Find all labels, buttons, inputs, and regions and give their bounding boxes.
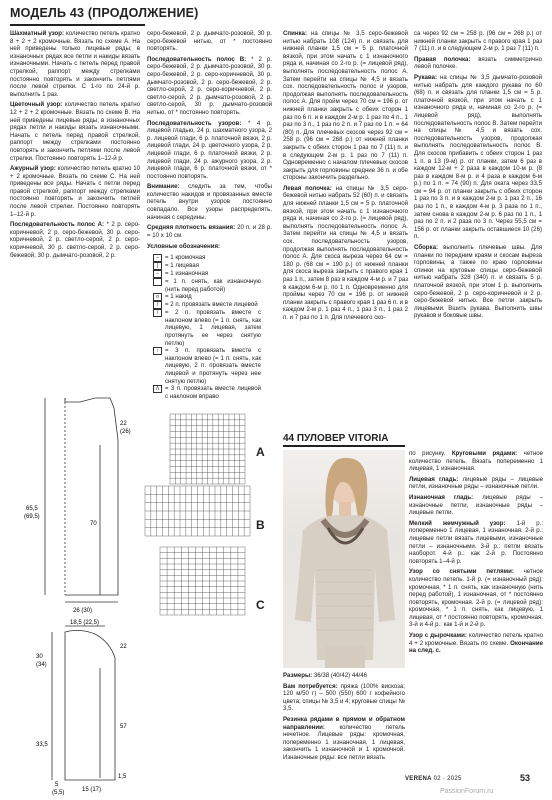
- seed-stitch-title: Мелкий жемчужный узор:: [409, 519, 506, 527]
- sleeves-text: на спицы № 3,5 дымчато-розовой нитью набрать для каждого рукава по 60 (68) п. и связать для планки 1,5 см = 5 р. платочной вязкой, при этом начать с 1 изнаночного ряда и, начиная со 2-го р. (= лицевой ряд), выполнять последовательность полос В. Затем перейти на спицы № 4,5 и вязать сох. последовательность узоров, продолжая выполнять последовательность полос В. Для скосов прибавить с обеих сторон 1 раз 1 п. в 13 (9-м) р. от планки, затем 6 раз в каждом 12-м + 2 раза в каждом 10-м р. (8 раз в каждом 8-м р. и 4 раза в каждом 6-м р.) по 1 п. = 74 (90) п. Для оката через 33,5 см = 94 р. от планки закрыть с обеих сторон 1 раз по 3 п. и в каждом 2-м р. 1 раз 2 п., 16 раз по 1 п., в каждом 4-м р. 3 раза по 1 п., затем снова в каждом 2-м р. 6 раз по 1 п., 1 раз по 2 п. и 2 раза по 3 п. Через 55,5 см = 156 р. от планки закрыть оставшиеся 10 (26) п.: [414, 73, 542, 241]
- rib-cont: по рисунку.: [409, 450, 446, 457]
- legend-item: Λ = 3 п. провязать вместе лицевой с наклоном вправо: [153, 385, 261, 400]
- reverse-stockinette-title: Изнаночная гладь:: [409, 493, 474, 501]
- symbol-yarn-over: o: [153, 293, 162, 301]
- legend-item: \ = 2 п. провязать вместе с наклоном влево (= 1 п. снять, как лицевую, 1 лицевая, затем протянуть ее через снятую петлю): [153, 309, 261, 347]
- back-text: на спицы № 3,5 серо-бежевой нитью набрать 108 (124) п. и связать для нижней планки 1,5 см = 5 р. платочной вязкой, при этом начать с 1 изнаночного ряда и, начиная со 2-го р. (= лицевой ряд), выполнять последовательность полос А. Затем перейти на спицы № 4,5 и вязать сох. последовательность полос и узоров, продолжая выполнять последовательность полос А. Для пройм через 70 см = 196 р. от нижней планки закрыть с обеих сторон 1 раз по 6 п. и в каждом 2-м р. 1 раз по 4 п., 1 раз по 3 п., 1 раз по 2 п. и 7 раз по 1 п. = 64 (80) п. Для плечевых скосов через 92 см = 258 р. (96 см = 268 р.) от нижней планки закрыть с обеих сторон 1 раз по 7 (11) п. и в следующем 2-м р. 1 раз по 7 (11) п. Одновременно с началом плечевых скосов закрыть для горловины средние 36 п. и обе стороны закончить раздельно.: [283, 30, 408, 182]
- pattern-lace-title: Ажурный узор:: [10, 165, 56, 173]
- back-outline: [65, 398, 118, 595]
- symbol-k3tog: Λ: [153, 385, 162, 393]
- dim-label: 22: [120, 421, 127, 427]
- model-photo: [283, 450, 405, 668]
- column-4: [414, 30, 542, 323]
- materials-text: пряжа (100% вискоза; 120 м/50 г) – 500 (550) 600 г кофейного цвета; спицы № 3,5 и 4; круговые спицы № 3,5.: [283, 682, 405, 713]
- right-front-text: вязать симметрично левой полочке.: [414, 55, 542, 71]
- symbol-edge: –: [153, 254, 162, 262]
- symbol-sk2p: ↑: [153, 347, 162, 355]
- symbol-ssk: \: [153, 309, 162, 317]
- legend-item: = 1 п. снять, как изнаночную (нить перед работой): [153, 278, 261, 293]
- stripes-a-title: Последовательность полос А:: [10, 221, 105, 229]
- column-3: [283, 30, 408, 325]
- right-front-title: Правая полочка:: [414, 55, 471, 63]
- eyelet-text: количество петель кратно 4 + 2 кромочные. Вязать по схеме.: [409, 632, 543, 647]
- svg-text:22: 22: [120, 644, 127, 650]
- legend-item: / = 2 п. провязать вместе лицевой: [153, 301, 261, 309]
- svg-text:(5,5): (5,5): [52, 790, 65, 796]
- pattern-chess-title: Шахматный узор:: [10, 30, 65, 37]
- legend-item: ↑ = 3 п. провязать вместе с наклоном влево (= 1 п. снять, как лицевую, 2 п. провязать вместе лицевой и протянуть через нее снятую петлю): [153, 347, 261, 385]
- page-number: 53: [520, 773, 531, 783]
- legend-item: | = 1 лицевая: [153, 262, 261, 270]
- legend-item: – = 1 изнаночная: [153, 270, 261, 278]
- svg-text:1,5: 1,5: [118, 774, 127, 780]
- slip-stitch-title: Узор со снятыми петлями:: [409, 568, 514, 576]
- symbol-slip: [153, 278, 162, 286]
- model-44-underline: [283, 445, 405, 447]
- column-1: [10, 30, 140, 262]
- sizes-text: 36/38 (40/42) 44/46: [312, 672, 368, 679]
- symbol-knit: |: [153, 262, 162, 270]
- sleeve-outline: [65, 630, 115, 780]
- pattern-sequence-title: Последовательность узоров:: [147, 119, 242, 127]
- svg-text:30: 30: [36, 654, 43, 660]
- attention-title: Внимание:: [147, 183, 180, 191]
- back-schematic: [10, 390, 135, 615]
- stripes-a-text: * 2 р. серо-коричневой, 2 р. серо-бежевой, 30 р. серо-коричневой, 2 р. светло-серой, 2 р. серо-коричневой, 30 р. светло-серой, 2 р. серо-бежевой, 30 р. дымчато-розовой, 2 р.: [10, 221, 141, 259]
- chart-c-label: C: [256, 598, 265, 612]
- rib-text: количество петель нечетное. Лицевые ряды: кромочная, попеременно 1 изнаночная, 1 лицевая, закончить 1 изнаночной и 1 кромочной. Изнаночные ряды: все петли вязать: [283, 723, 405, 761]
- left-front-cont: са через 92 см = 258 р. (96 см = 268 р.) от нижней планки закрыть с правого края 1 раз 7 (11) п. и в следующем 2-м р. 1 раз 7 (11) п.: [414, 30, 542, 53]
- sleeves-title: Рукава:: [414, 73, 437, 81]
- dim-label: 65,5: [26, 506, 38, 512]
- symbol-k2tog: /: [153, 301, 162, 309]
- legend-item: – = 1 кромочная: [153, 254, 261, 262]
- assembly-text: выполнить плечевые швы. Для планки по передним краям и скосам выреза горловины, а также по краю горловины спинки на круговые спицы серо-бежевой нитью набрать 328 (340) п. и связать 5 р. платочной вязкой, при этом 1 р. выполнить серо-бежевой, 2 р. серо-коричневой и 2 р. серо-бежевой нитью. Все петли закрыть лицевыми. Вшить рукава. Выполнить швы рукавов и боковые швы.: [414, 244, 542, 320]
- gauge-text: 20 п. и 28 р. = 10 х 10 см.: [147, 224, 272, 239]
- attention-text: следить за тем, чтобы количество накидов и провязанных вместе петель внутри узоров постоянно совпадало. Все узоры распределять, начиная с середины.: [147, 183, 272, 221]
- pattern-sequence-text: * 4 р. лицевой гладью, 24 р. шахматного узора, 2 р. лицевой глади, 6 р. платочной вязки, 2 р. лицевой глади, 24 р. цветочного узора, 2 р. лицевой глади, 6 р. платочной вязки, 2 р. лицевой глади, 24 р. ажурного узора, 2 р. лицевой глади, 6 р. платочной вязки, от * постоянно повторять.: [147, 119, 272, 180]
- legend-item: o = 1 накид: [153, 293, 261, 301]
- pattern-lace-text: количество петель кратно 10 + 2 кромочные. Вязать по схеме С. На ней приведены все ряды. Начать с петли перед правой стрелкой, раппорт между стрелками постоянно повторять и закончить петлей после левой стрелки. Постоянно повторять 1–12-й р.: [10, 165, 140, 218]
- back-title: Спинка:: [283, 30, 307, 37]
- pattern-flower-title: Цветочный узор:: [10, 101, 63, 109]
- dim-label: 70: [90, 521, 97, 527]
- gauge-title: Средняя плотность вязания:: [147, 224, 236, 232]
- svg-text:57: 57: [120, 724, 127, 730]
- model-44-text: [283, 672, 405, 765]
- chart-b-label: B: [256, 518, 265, 532]
- svg-text:15 (17): 15 (17): [82, 787, 102, 793]
- eyelet-title: Узор с дырочками:: [409, 632, 467, 640]
- chart-a-label: A: [256, 445, 265, 459]
- pattern-flower-text: количество петель кратно 12 + 2 + 2 кромочные. Вязать по схеме В. На ней приведены лицевые ряды; в изнаночных рядах петли и накиды вязать изнаночными. Начать с петель перед правой стрелкой, раппорт между стрелками постоянно повторять и закончить петлями после левой стрелки. Постоянно повторять 1–12-й р.: [10, 101, 140, 162]
- legend-title: Условные обозначения:: [147, 243, 221, 251]
- stockinette-title: Лицевая гладь:: [409, 475, 459, 483]
- sleeve-schematic: [10, 618, 135, 796]
- left-front-text: на спицы № 3,5 серо-бежевой нитью набрать 52 (60) п. и связать для нижней планки 1,5 см = 5 р. платочной вязкой, при этом начать с 1 изнаночного ряда и, начиная со 2-го р. (= лицевой ряд), выполнять последовательность полос А. Затем перейти на спицы № 4,5 и вязать сох. последовательность узоров, продолжая выполнять последовательность полос А. Для скоса выреза через 64 см = 180 р. (68 см = 190 р.) от нижней планки для скоса выреза закрыть с правого края 1 раз 1 п., затем 8 раз в каждом 4-м р. и 7 раз в каждом 6-м р. по 1 п. Одновременно для проймы через 70 см = 196 р. от нижней планки закрыть с правого края 1 раз 6 п. и в каждом 2-м р. 1 раз 4 п., 1 раз 3 п., 1 раз 2 п. и 7 раз по 1 п. Для плечевого ско-: [283, 184, 409, 321]
- watermark: PassionForum.ru: [440, 788, 494, 795]
- assembly-title: Сборка:: [414, 244, 438, 252]
- svg-text:33,5: 33,5: [36, 742, 48, 748]
- page-title: МОДЕЛЬ 43 (ПРОДОЛЖЕНИЕ): [10, 6, 199, 20]
- column-2: [147, 30, 272, 400]
- rib-round-title: Круговыми рядами:: [451, 450, 518, 457]
- left-front-title: Левая полочка:: [283, 184, 332, 192]
- stripes-b-title: Последовательность полос В:: [147, 55, 247, 63]
- model-44-column: [409, 450, 543, 658]
- dim-label: (69,5): [24, 514, 40, 520]
- symbol-purl: –: [153, 270, 162, 278]
- footer-brand: VERENA 02 · 2025: [405, 776, 462, 782]
- title-underline: [10, 24, 145, 26]
- stockinette-text: лицевые ряды – лицевые петли, изнаночные ряды – изнаночные петли.: [409, 475, 543, 491]
- dim-label: 26 (30): [73, 608, 93, 614]
- svg-text:5: 5: [55, 782, 59, 788]
- svg-text:(34): (34): [36, 662, 47, 668]
- rib-round-text: четное количество петель. Вязать попеременно 1 лицевая, 1 изнаночная.: [409, 450, 543, 473]
- reverse-stockinette-text: лицевые ряды – изнаночные петли, изнаночные ряды – лицевые петли.: [409, 493, 543, 517]
- sizes-title: Размеры:: [283, 672, 313, 679]
- stripes-b-text: * 2 р. серо-бежевой, 2 р. дымчато-розовой, 30 р. серо-бежевой, 2 р. серо-коричневой, 30 р. дымчато-розовой, 2 р. серо-бежевой, 2 р. светло-серой, 2 р. серо-коричневой, 2 р. светло-серой, 2 р. дымчато-розовой, 2 р. светло-серой, 30 р. дымчато-розовой нитью, от * постоянно повторять.: [147, 55, 273, 116]
- pattern-chess-text: количество петель кратно 8 + 2 + 2 кромочные. Вязать по схеме А. На ней приведены только лицевые ряды; в изнаночных рядах все петли и накиды вязать изнаночными. Начать с петель перед правой стрелкой, раппорт между стрелками постоянно повторять и закончить петлями после левой стрелки. С 1-го по 24-й р. выполнить 1 раз.: [10, 30, 140, 98]
- chart-b: [140, 484, 265, 544]
- slip-stitch-text: четное количество петель. 1-й р. (= изнаночный ряд): кромочная, * 1 п. снять, как изнаночную (нить перед работой), 1 изнаночная, от * постоянно повторять, кромочная. 2-й р. (= лицевой ряд): кромочная, * 1 п. снять, как лицевую, 1 лицевая, от * постоянно повторять, кромочная. 3-й и 4-й р.: как 1-й и 2-й р.: [409, 568, 543, 629]
- dim-label: (26): [120, 429, 131, 435]
- chart-c: [150, 545, 265, 620]
- rib-title: Резинка рядами в прямом и обратном направлении:: [283, 715, 405, 731]
- legend-list: [153, 254, 261, 400]
- materials-title: Вам потребуется:: [283, 682, 338, 690]
- continued-note: Окончание на след. с.: [409, 639, 543, 655]
- chart-a: [150, 412, 265, 490]
- seed-stitch-text: 1-й р.: попеременно 1 лицевая, 1 изнаночная. 2-й р.: лицевые петли вязать лицевыми, изнаночные петли – изнаночными. 3-й р.: петли вязать наоборот. 4-й р.: как 2-й р. Постоянно повторять 1–4-й р.: [409, 519, 544, 565]
- model-44-title: 44 ПУЛОВЕР VITORIA: [283, 433, 389, 444]
- stripes-a-cont: серо-бежевой, 2 р. дымчато-розовой, 30 р. серо-бежевой нитью, от * постоянно повторять.: [147, 30, 272, 53]
- svg-text:18,5 (22,5): 18,5 (22,5): [70, 620, 100, 626]
